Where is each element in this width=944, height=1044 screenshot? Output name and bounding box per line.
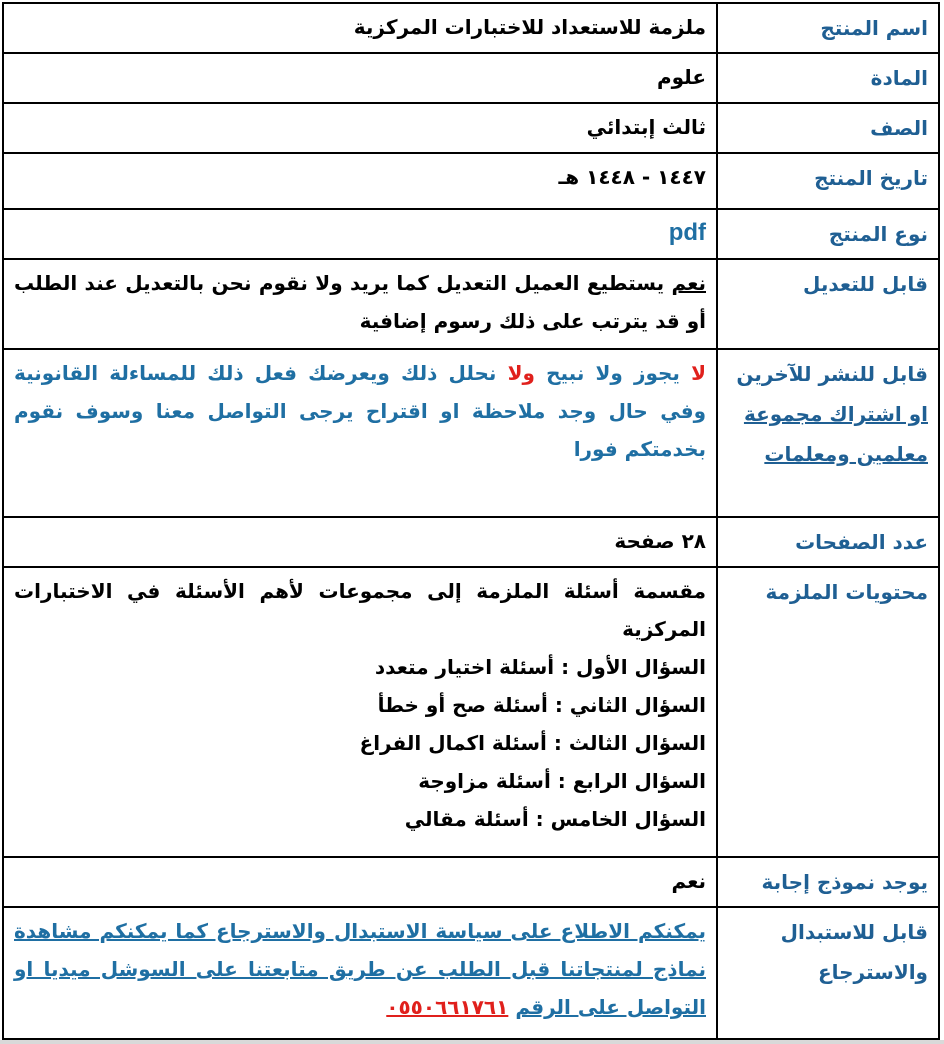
value-subject: علوم — [3, 53, 717, 103]
value-exchange — [3, 907, 717, 1039]
exchange-policy-link[interactable]: يمكنكم الاطلاع على سياسة الاستبدال والاسترجاع كما يمكنكم مشاهدة نماذج لمنتجاتنا قبل الطلب عن طريق متابعتنا على السوشل ميديا او التواصل على الرقم — [14, 919, 706, 1019]
contents-item: السؤال الثالث : أسئلة اكمال الفراغ — [359, 731, 706, 755]
row-type — [3, 209, 939, 259]
label-grade: الصف — [717, 103, 939, 153]
publish-text-2: نحلل ذلك ويعرضك فعل ذلك للمساءلة القانونية وفي حال وجد ملاحظة او اقتراح يرجى التواصل معنا وسوف نقوم بخدمتكم فورا — [14, 361, 706, 461]
editable-description: يستطيع العميل التعديل كما يريد ولا نقوم نحن بالتعديل عند الطلب أو قد يترتب على ذلك رسوم إضافية — [14, 271, 706, 333]
row-subject — [3, 53, 939, 103]
publish-label-others: للآخرين — [736, 362, 812, 386]
label-editable: قابل للتعديل — [717, 259, 939, 349]
contents-item: السؤال الخامس : أسئلة مقالي — [404, 807, 706, 831]
editable-yes: نعم — [671, 271, 706, 295]
row-grade — [3, 103, 939, 153]
publish-no-1: لا — [691, 361, 706, 385]
value-contents — [3, 567, 717, 857]
value-publish — [3, 349, 717, 517]
label-exchange: قابل للاستبدال والاسترجاع — [717, 907, 939, 1039]
value-grade: ثالث إبتدائي — [3, 103, 717, 153]
value-type — [3, 209, 717, 259]
row-exchange — [3, 907, 939, 1039]
contents-item: السؤال الرابع : أسئلة مزاوجة — [418, 769, 706, 793]
row-contents — [3, 567, 939, 857]
product-info-table — [2, 2, 940, 1040]
value-product-name: ملزمة للاستعداد للاختبارات المركزية — [3, 3, 717, 53]
value-pages: ٢٨ صفحة — [3, 517, 717, 567]
label-contents: محتويات الملزمة — [717, 567, 939, 857]
row-editable — [3, 259, 939, 349]
label-product-name: اسم المنتج — [717, 3, 939, 53]
value-editable — [3, 259, 717, 349]
publish-text-1: يجوز ولا نبيح — [534, 361, 692, 385]
contents-item: السؤال الأول : أسئلة اختيار متعدد — [374, 655, 706, 679]
pdf-type-text: pdf — [668, 219, 706, 246]
label-date: تاريخ المنتج — [717, 153, 939, 209]
contents-intro: مقسمة أسئلة الملزمة إلى مجموعات لأهم الأسئلة في الاختبارات المركزية — [14, 579, 706, 641]
publish-label-group: او اشتراك مجموعة معلمين ومعلمات — [743, 402, 928, 466]
value-date: ١٤٤٧ - ١٤٤٨ هـ — [3, 153, 717, 209]
phone-number[interactable]: ٠٥٥٠٦٦١٧٦١ — [386, 995, 509, 1019]
page-bottom-divider — [0, 1040, 944, 1044]
row-date — [3, 153, 939, 209]
row-product-name — [3, 3, 939, 53]
publish-no-2: ولا — [507, 361, 535, 385]
label-answer-key: يوجد نموذج إجابة — [717, 857, 939, 907]
publish-label-main: قابل للنشر — [818, 362, 928, 386]
label-pages: عدد الصفحات — [717, 517, 939, 567]
label-type: نوع المنتج — [717, 209, 939, 259]
label-publish — [717, 349, 939, 517]
row-pages — [3, 517, 939, 567]
value-answer-key: نعم — [3, 857, 717, 907]
contents-item: السؤال الثاني : أسئلة صح أو خطأ — [377, 693, 706, 717]
label-subject: المادة — [717, 53, 939, 103]
row-answer-key — [3, 857, 939, 907]
row-publish — [3, 349, 939, 517]
